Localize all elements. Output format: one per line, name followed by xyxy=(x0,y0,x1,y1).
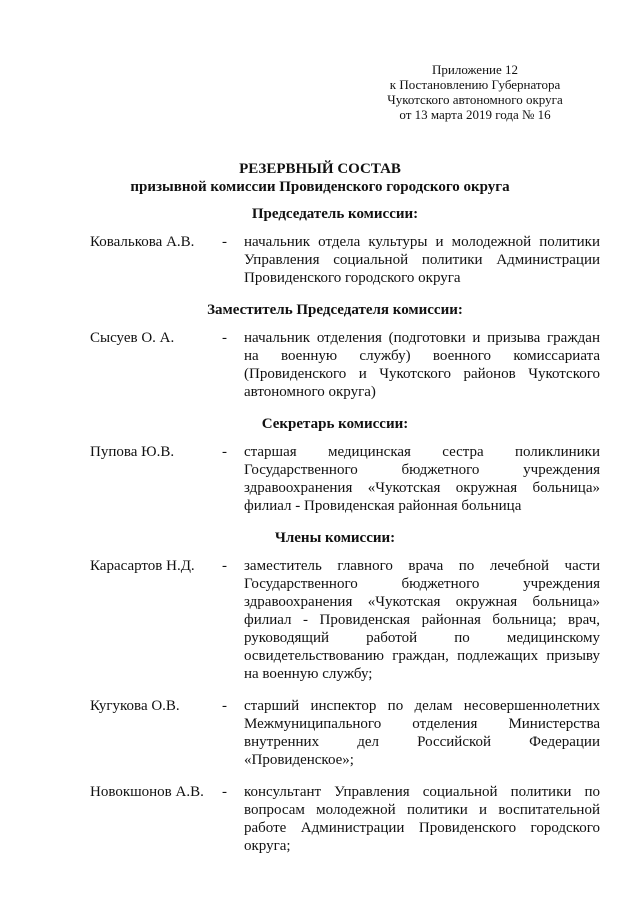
member-entry xyxy=(0,783,640,855)
member-dash: - xyxy=(222,558,227,574)
member-name: Ковалькова А.В. xyxy=(90,234,195,250)
annex-line-1: Приложение 12 xyxy=(431,62,519,77)
member-entry xyxy=(0,557,640,683)
member-position: начальник отдела культуры и молодежной политики Управления социальной политики Администрации Провиденского городского округа xyxy=(244,234,600,286)
title-line-2: призывной комиссии Провиденского городского округа xyxy=(130,179,510,195)
section-heading-members: Члены комиссии: xyxy=(274,530,396,546)
annex-block xyxy=(370,62,580,122)
annex-line-2: к Постановлению Губернатора xyxy=(389,77,561,92)
member-name: Пупова Ю.В. xyxy=(90,444,175,460)
section-members xyxy=(0,529,640,855)
commission-sections xyxy=(0,205,640,869)
section-heading-deputy: Заместитель Председателя комиссии: xyxy=(207,302,463,318)
section-heading-chairman: Председатель комиссии: xyxy=(251,206,419,222)
annex-line-3: Чукотского автономного округа xyxy=(387,92,563,107)
annex-line-4: от 13 марта 2019 года № 16 xyxy=(399,107,551,122)
member-name: Новокшонов А.В. xyxy=(90,784,204,800)
member-dash: - xyxy=(222,444,227,460)
member-entry xyxy=(0,233,640,287)
member-dash: - xyxy=(222,330,227,346)
member-position: старшая медицинская сестра поликлиники Государственного бюджетного учреждения здравоохранения «Чукотская окружная больница» филиал - Провиденская районная больница xyxy=(244,444,600,514)
member-dash: - xyxy=(222,698,227,714)
member-entry xyxy=(0,329,640,401)
member-name: Кугукова О.В. xyxy=(90,698,180,714)
member-position: заместитель главного врача по лечебной части Государственного бюджетного учреждения здравоохранения «Чукотская окружная больница» филиал - Провиденская районная больница; врач, руководящий работой по медицинскому освидетельствованию граждан, подлежащих призыву на военную службу; xyxy=(244,558,600,682)
section-chairman xyxy=(0,205,640,287)
section-heading-secretary: Секретарь комиссии: xyxy=(261,416,409,432)
member-dash: - xyxy=(222,234,227,250)
member-entry xyxy=(0,443,640,515)
document-title xyxy=(0,160,640,196)
member-entry xyxy=(0,697,640,769)
member-name: Карасартов Н.Д. xyxy=(90,558,195,574)
section-deputy xyxy=(0,301,640,401)
title-line-1: РЕЗЕРВНЫЙ СОСТАВ xyxy=(239,161,401,177)
member-name: Сысуев О. А. xyxy=(90,330,175,346)
member-position: начальник отделения (подготовки и призыва граждан на военную службу) военного комиссариата (Провиденского и Чукотского районов Чукотского автономного округа) xyxy=(244,330,600,400)
member-position: старший инспектор по делам несовершеннолетних Межмуниципального отделения Министерства внутренних дел Российской Федерации «Провиденское»; xyxy=(244,698,600,768)
member-position: консультант Управления социальной политики по вопросам молодежной политики и воспитательной работе Администрации Провиденского городского округа; xyxy=(244,784,600,854)
section-secretary xyxy=(0,415,640,515)
member-dash: - xyxy=(222,784,227,800)
